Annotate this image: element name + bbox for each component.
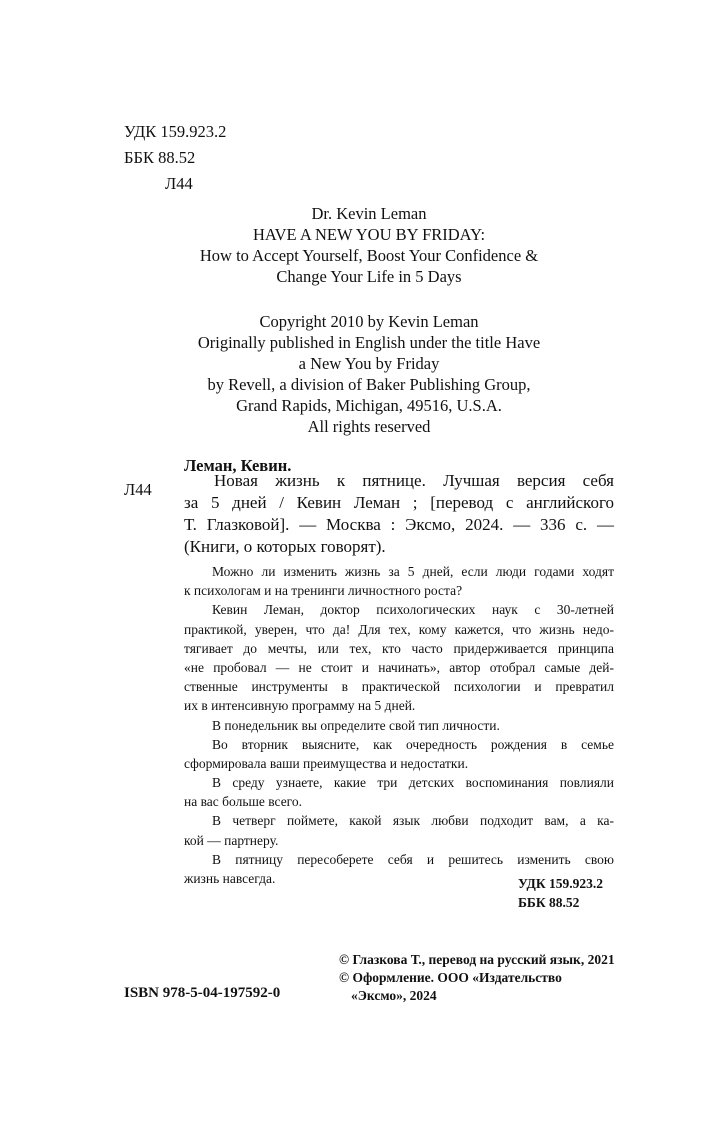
annotation-line: практикой, уверен, что да! Для тех, кому кажется, что жизнь недо-	[184, 621, 614, 637]
annotation-line: В понедельник вы определите свой тип личности.	[212, 717, 500, 733]
annotation-line: кой — партнеру.	[184, 832, 279, 848]
copyright-line: by Revell, a division of Baker Publishing Group,	[207, 375, 531, 394]
annotation-line: тягивает до мечты, или тех, кто часто придерживается принципа	[184, 640, 614, 656]
annotation	[184, 562, 614, 888]
bibliographic-description	[184, 470, 614, 558]
isbn: ISBN 978-5-04-197592-0	[124, 985, 281, 1001]
copyright-line: All rights reserved	[307, 417, 431, 436]
design-copyright-line1: © Оформление. ООО «Издательство	[339, 970, 562, 985]
copyright-line: a New You by Friday	[298, 354, 440, 373]
original-author: Dr. Kevin Leman	[311, 204, 427, 223]
annotation-line: Кевин Леман, доктор психологических наук с 30-летней	[212, 602, 614, 618]
translation-copyright: © Глазкова Т., перевод на русский язык, 2021	[339, 952, 615, 967]
annotation-line: жизнь навсегда.	[184, 871, 276, 886]
annotation-line: Можно ли изменить жизнь за 5 дней, если люди годами ходят	[212, 564, 614, 579]
annotation-line: В четверг поймете, какой язык любви подходит вам, а ка-	[212, 813, 614, 829]
bibliographic-mark: Л44	[124, 480, 152, 499]
annotation-line: В пятницу пересоберете себя и решитесь изменить свою	[212, 851, 614, 867]
bottom-bbk-code: ББК 88.52	[518, 895, 580, 910]
bibliographic-line: за 5 дней / Кевин Леман ; [перевод с английского	[184, 493, 614, 512]
original-subtitle-line1: How to Accept Yourself, Boost Your Confidence &	[199, 246, 539, 265]
design-copyright-line2: «Эксмо», 2024	[351, 988, 437, 1003]
bbk-code: ББК 88.52	[124, 148, 196, 167]
bibliographic-line: (Книги, о которых говорят).	[184, 537, 386, 556]
annotation-line: В среду узнаете, какие три детских воспоминания повлияли	[212, 775, 614, 791]
copyright-line: Originally published in English under the title Have	[197, 333, 541, 352]
bibliographic-line: Новая жизнь к пятнице. Лучшая версия себя	[214, 471, 614, 490]
annotation-line: на вас больше всего.	[184, 794, 303, 810]
bibliographic-author: Леман, Кевин.	[184, 456, 292, 475]
copyright-line: Grand Rapids, Michigan, 49516, U.S.A.	[236, 396, 502, 415]
udk-code: УДК 159.923.2	[124, 122, 227, 141]
annotation-line: сформировала ваши преимущества и недостатки.	[184, 755, 469, 771]
annotation-line: ственные инструменты в практической психологии и превратил	[184, 679, 614, 695]
annotation-line: Во вторник выясните, как очередность рождения в семье	[212, 736, 614, 752]
bibliographic-line: Т. Глазковой]. — Москва : Эксмо, 2024. — 336 с. —	[184, 515, 614, 534]
copyright-line: Copyright 2010 by Kevin Leman	[259, 312, 479, 331]
annotation-line: «не пробовал — не стоит и начинать», автор отобрал самые дей-	[184, 659, 614, 675]
author-mark: Л44	[165, 174, 193, 193]
annotation-line: их в интенсивную программу на 5 дней.	[184, 698, 416, 714]
original-title: HAVE A NEW YOU BY FRIDAY:	[252, 225, 486, 244]
bottom-udk-code: УДК 159.923.2	[518, 876, 603, 891]
annotation-line: к психологам и на тренинги личностного роста?	[184, 583, 463, 599]
original-subtitle-line2: Change Your Life in 5 Days	[276, 267, 462, 286]
